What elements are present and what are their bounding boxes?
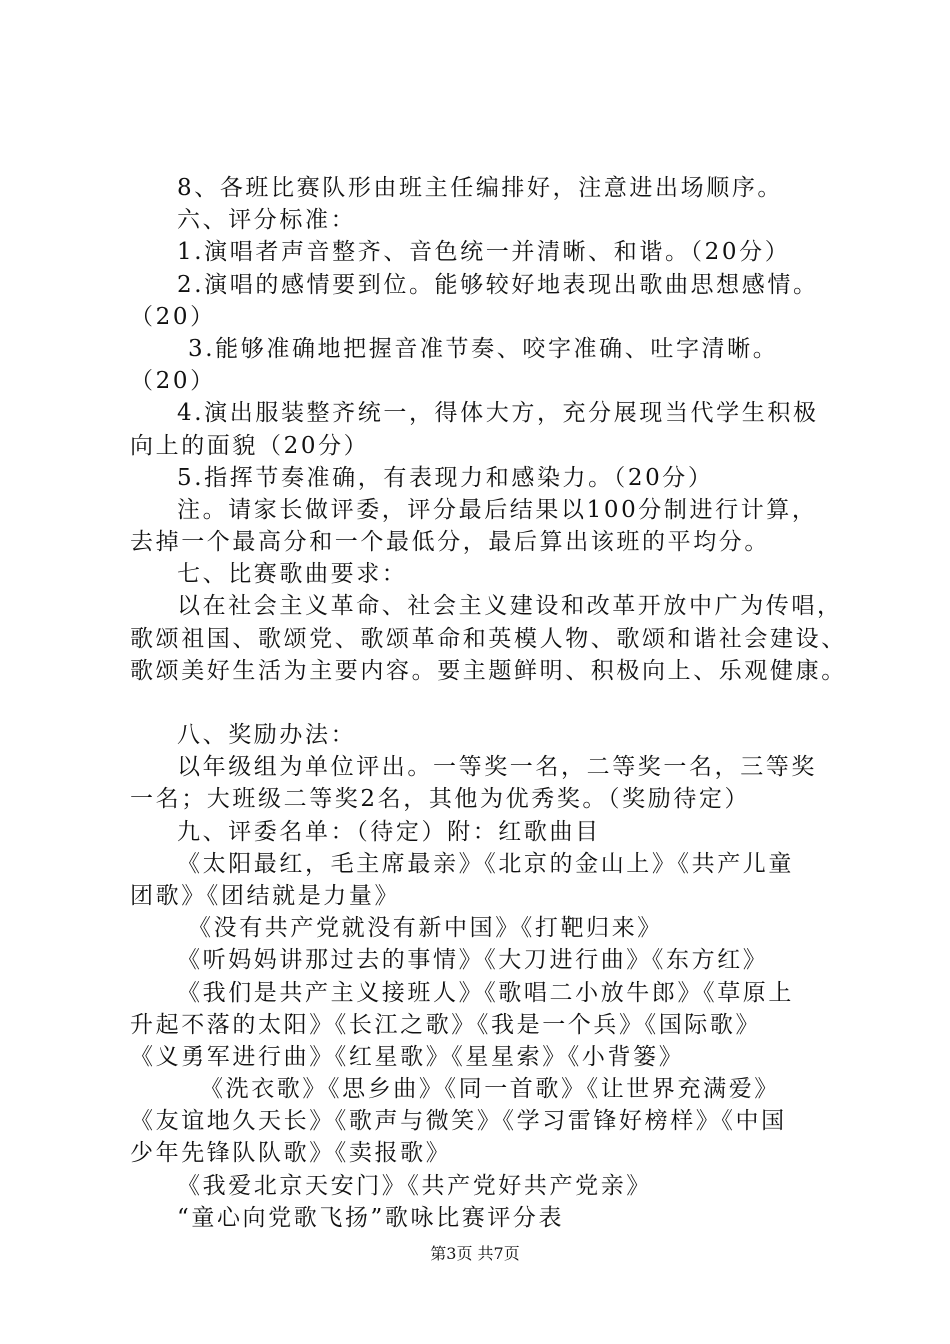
- song-list-line: 《友谊地久天长》《歌声与微笑》《学习雷锋好榜样》《中国: [130, 1108, 787, 1135]
- song-list-line: 《没有共产党就没有新中国》《打靶归来》: [188, 915, 663, 942]
- document-body: [130, 172, 847, 1234]
- blank-line: [130, 687, 834, 719]
- song-list-line: 团歌》《团结就是力量》: [130, 882, 401, 909]
- text-line: 一名；大班级二等奖2名，其他为优秀奖。（奖励待定）: [130, 786, 751, 813]
- song-list-line: 《义勇军进行曲》《红星歌》《星星索》《小背篓》: [130, 1043, 685, 1070]
- song-list-line: 《我爱北京天安门》《共产党好共产党亲》: [177, 1172, 652, 1199]
- song-list-line: 少年先锋队队歌》《卖报歌》: [130, 1140, 452, 1167]
- page-number: 第3页 共7页: [430, 1244, 520, 1263]
- section-heading: 八、奖励办法：: [177, 722, 357, 748]
- section-heading: 七、比赛歌曲要求：: [177, 561, 408, 588]
- song-list-line: 升起不落的太阳》《长江之歌》《我是一个兵》《国际歌》: [130, 1011, 762, 1038]
- song-list-line: 《听妈妈讲那过去的事情》《大刀进行曲》《东方红》: [177, 947, 769, 974]
- song-list-line: 《太阳最红，毛主席最亲》《北京的金山上》《共产儿童: [177, 850, 794, 877]
- text-line: 2.演唱的感情要到位。能够较好地表现出歌曲思想感情。: [177, 271, 819, 298]
- text-line: 1.演唱者声音整齐、音色统一并清晰、和谐。（20分）: [177, 239, 791, 266]
- text-line: 3.能够准确地把握音准节奏、咬字准确、吐字清晰。: [188, 335, 779, 362]
- text-line: 8、各班比赛队形由班主任编排好，注意进出场顺序。: [177, 175, 784, 201]
- text-line: 去掉一个最高分和一个最低分，最后算出该班的平均分。: [130, 529, 770, 556]
- text-line: 向上的面貌（20分）: [130, 432, 370, 459]
- text-line: 以年级组为单位评出。一等奖一名，二等奖一名，三等奖: [177, 754, 817, 781]
- text-line: （20）: [130, 303, 216, 330]
- song-list-line: 《洗衣歌》《思乡曲》《同一首歌》《让世界充满爱》: [200, 1076, 780, 1103]
- text-line: 5.指挥节奏准确，有表现力和感染力。（20分）: [177, 464, 714, 491]
- text-line: （20）: [130, 368, 216, 395]
- text-line: 歌颂美好生活为主要内容。要主题鲜明、积极向上、乐观健康。: [130, 657, 847, 684]
- text-line: 以在社会主义革命、社会主义建设和改革开放中广为传唱，: [177, 593, 843, 620]
- section-heading: 九、评委名单：（待定）附：红歌曲目: [177, 818, 601, 845]
- text-line: 歌颂祖国、歌颂党、歌颂革命和英模人物、歌颂和谐社会建设、: [130, 625, 847, 652]
- section-heading: 六、评分标准：: [177, 207, 357, 234]
- song-list-line: 《我们是共产主义接班人》《歌唱二小放牛郎》《草原上: [177, 979, 794, 1006]
- text-line: 4.演出服装整齐统一，得体大方，充分展现当代学生积极: [177, 400, 819, 427]
- table-title: “童心向党歌飞扬”歌咏比赛评分表: [177, 1204, 565, 1231]
- text-line: 注。请家长做评委，评分最后结果以100分制进行计算，: [177, 496, 818, 523]
